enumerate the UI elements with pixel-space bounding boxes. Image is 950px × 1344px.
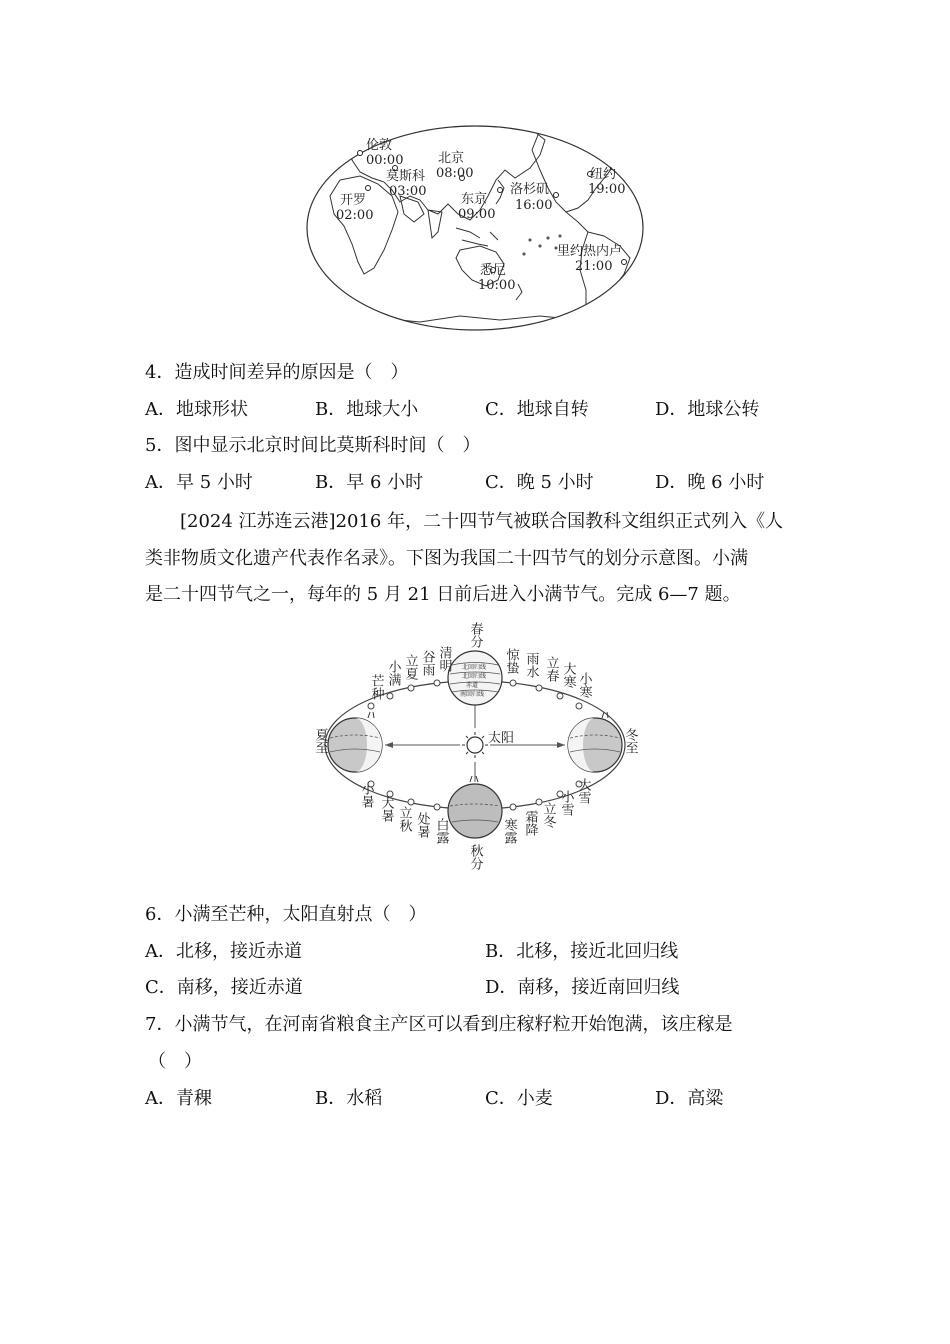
term-daxue: 大雪 — [575, 778, 591, 804]
globe-line-label-3: 赤道 — [466, 682, 479, 689]
q7-option-c[interactable]: C．小麦 — [485, 1088, 553, 1109]
africa-coast — [330, 176, 398, 274]
city-moscow-time: 03:00 — [389, 184, 427, 199]
term-xiaoman: 小满 — [385, 660, 401, 686]
q6-option-b[interactable]: B．北移，接近北回归线 — [485, 941, 679, 962]
q4-option-a[interactable]: A．地球形状 — [145, 399, 248, 420]
solar-terms-diagram — [0, 610, 950, 880]
q6-option-a[interactable]: A．北移，接近赤道 — [145, 941, 302, 962]
term-hanlu: 寒露 — [501, 818, 517, 844]
greenland-coast — [600, 122, 628, 140]
term-qingming: 清明 — [436, 646, 452, 672]
question-4-stem: 4．造成时间差异的原因是（ ） — [145, 362, 409, 383]
city-sydney-name: 悉尼 — [480, 263, 507, 278]
sun-label: 太阳 — [488, 731, 515, 746]
term-xiaoxue: 小雪 — [558, 790, 574, 816]
india-coast — [428, 210, 442, 238]
term-shuangjiang: 霜降 — [522, 810, 538, 836]
city-rio-time: 21:00 — [575, 259, 613, 274]
term-xiaoshu: 小暑 — [358, 782, 374, 808]
term-qiufen: 秋分 — [467, 844, 483, 870]
city-losangeles-time: 16:00 — [515, 198, 553, 213]
q5-option-c[interactable]: C．晚 5 小时 — [485, 472, 594, 493]
city-newyork-name: 纽约 — [590, 167, 617, 182]
sun-icon — [462, 732, 488, 758]
question-6-stem: 6．小满至芒种，太阳直射点（ ） — [145, 904, 427, 925]
globe-line-label-2: 北回归线 — [462, 673, 487, 680]
city-newyork-time: 19:00 — [588, 182, 626, 197]
q7-option-b[interactable]: B．水稻 — [315, 1088, 383, 1109]
term-dashu: 大暑 — [378, 796, 394, 822]
q5-option-a[interactable]: A．早 5 小时 — [145, 472, 253, 493]
earth-spring-equinox — [448, 651, 502, 705]
city-losangeles-name: 洛杉矶 — [510, 182, 550, 197]
city-london-time: 00:00 — [366, 153, 404, 168]
q4-option-d[interactable]: D．地球公转 — [655, 399, 760, 420]
term-xiaohan: 小寒 — [576, 672, 592, 698]
term-jingzhe: 惊蛰 — [503, 648, 519, 674]
q6-option-c[interactable]: C．南移，接近赤道 — [145, 977, 303, 998]
passage-line-3: 是二十四节气之一，每年的 5 月 21 日前后进入小满节气。完成 6—7 题。 — [145, 584, 741, 605]
q4-option-c[interactable]: C．地球自转 — [485, 399, 589, 420]
term-lidong: 立冬 — [540, 802, 556, 828]
question-7-stem: 7．小满节气，在河南省粮食主产区可以看到庄稼籽粒开始饱满，该庄稼是 — [145, 1014, 733, 1035]
term-liqiu: 立秋 — [396, 806, 412, 832]
q6-option-d[interactable]: D．南移，接近南回归线 — [485, 977, 680, 998]
term-mangzhong: 芒种 — [368, 674, 384, 700]
passage-line-1: [2024 江苏连云港]2016 年，二十四节气被联合国教科文组织正式列入《人 — [180, 511, 784, 532]
passage-line-2: 类非物质文化遗产代表作名录》。下图为我国二十四节气的划分示意图。小满 — [145, 548, 748, 569]
globe-line-label-4: 南回归线 — [460, 691, 485, 698]
q5-option-b[interactable]: B．早 6 小时 — [315, 472, 424, 493]
central-america — [566, 212, 588, 232]
map-outline — [307, 126, 643, 330]
city-cairo-name: 开罗 — [340, 193, 367, 208]
q5-option-d[interactable]: D．晚 6 小时 — [655, 472, 765, 493]
nz-coast — [516, 284, 522, 300]
se-asia-islands — [456, 228, 498, 246]
term-lichun: 立春 — [543, 656, 559, 682]
city-london-name: 伦敦 — [366, 138, 393, 153]
q7-option-a[interactable]: A．青稞 — [145, 1088, 212, 1109]
world-time-map — [0, 0, 950, 340]
term-chushu: 处暑 — [414, 812, 430, 838]
question-7-stem-tail: （ ） — [148, 1051, 202, 1072]
globe-line-label-1: 北回归线 — [462, 664, 487, 671]
term-chunfen: 春分 — [467, 622, 483, 648]
city-cairo-time: 02:00 — [336, 208, 374, 223]
q4-option-b[interactable]: B．地球大小 — [315, 399, 419, 420]
city-beijing-time: 08:00 — [436, 166, 474, 181]
antarctica-coast — [340, 316, 620, 324]
term-dongzhi: 冬至 — [622, 728, 638, 754]
city-tokyo-name: 东京 — [461, 192, 488, 207]
term-guyu: 谷雨 — [419, 650, 435, 676]
term-lixia: 立夏 — [402, 654, 418, 680]
term-yushui: 雨水 — [523, 652, 539, 678]
city-moscow-name: 莫斯科 — [386, 169, 426, 184]
city-sydney-time: 10:00 — [478, 278, 516, 293]
city-tokyo-time: 09:00 — [458, 207, 496, 222]
q7-option-d[interactable]: D．高粱 — [655, 1088, 724, 1109]
term-xiazhi: 夏至 — [312, 728, 328, 754]
term-bailu: 白露 — [433, 818, 449, 844]
earth-autumn-equinox — [448, 776, 502, 838]
term-dahan: 大寒 — [560, 662, 576, 688]
question-5-stem: 5．图中显示北京时间比莫斯科时间（ ） — [145, 435, 481, 456]
city-rio-name: 里约热内卢 — [557, 244, 623, 259]
city-beijing-name: 北京 — [438, 151, 465, 166]
